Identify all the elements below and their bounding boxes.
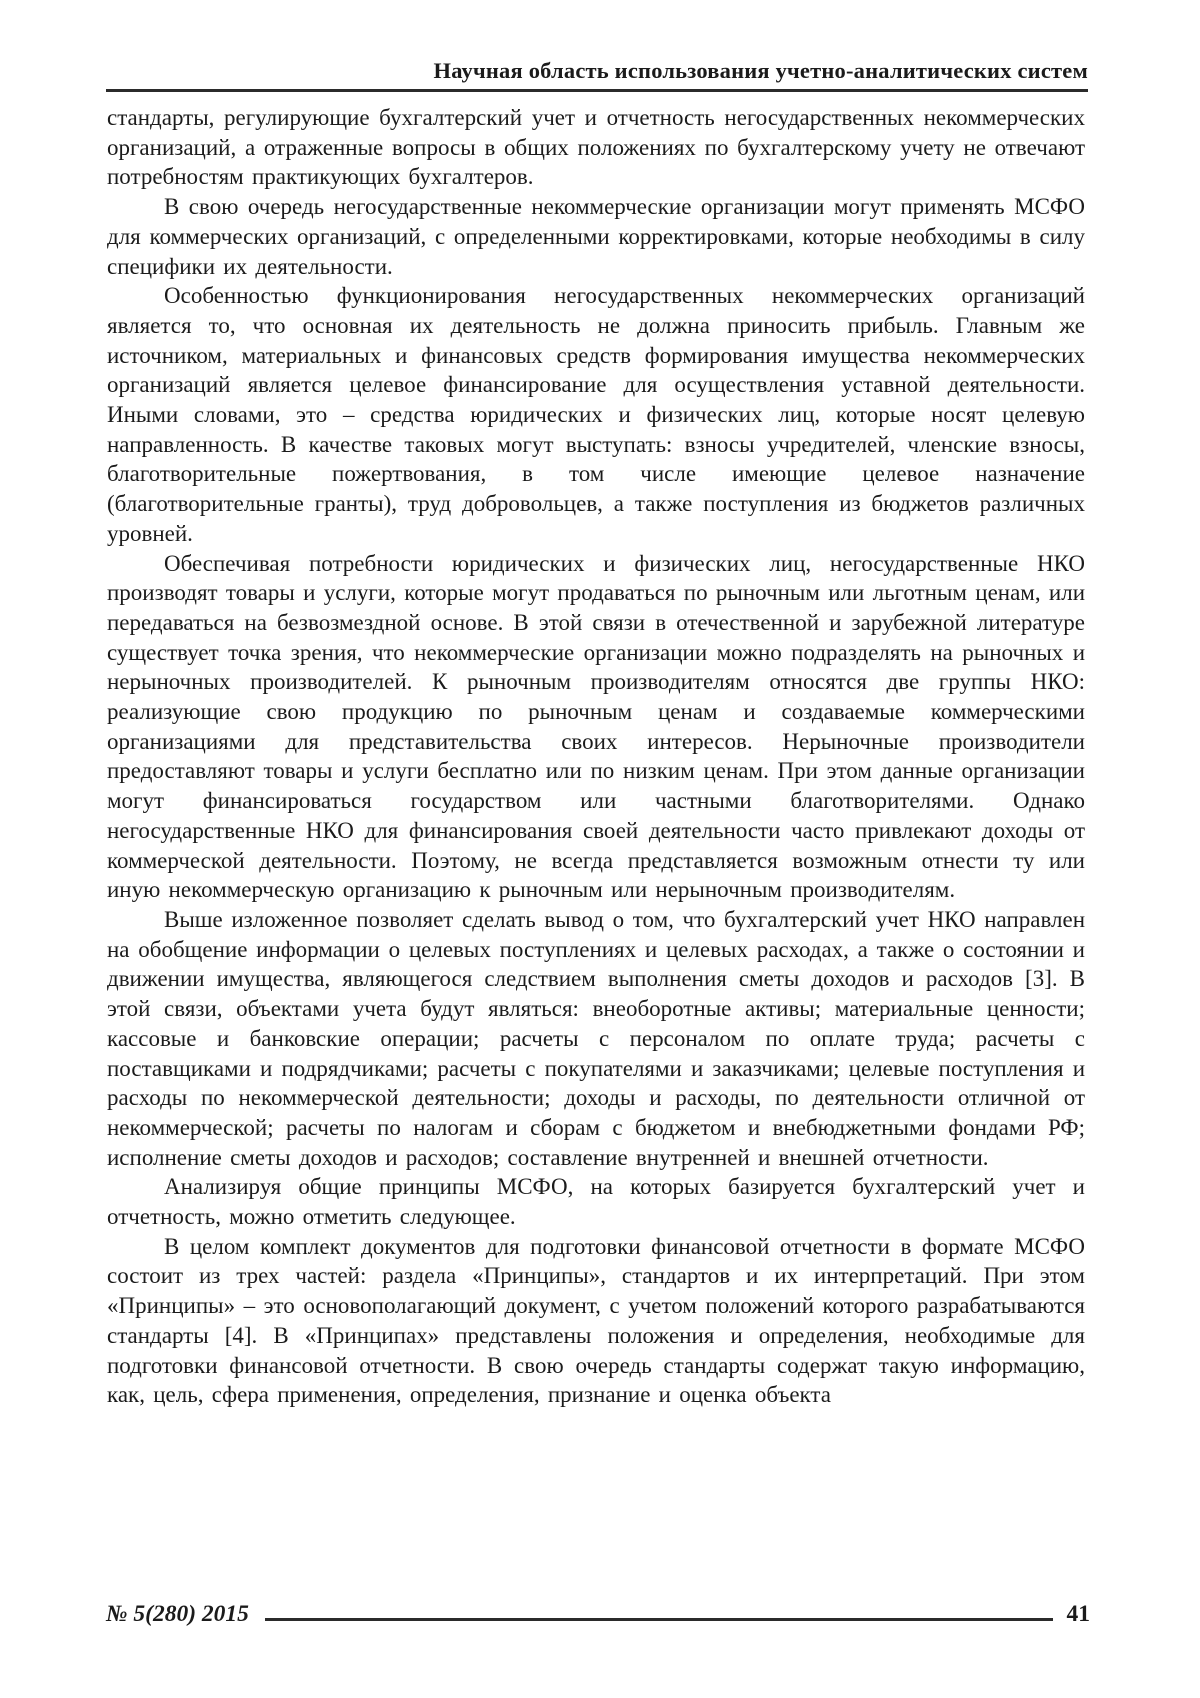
running-head-title: Научная область использования учетно-аналитических систем — [433, 58, 1088, 83]
paragraph: Обеспечивая потребности юридических и физических лиц, негосударственные НКО производят товары и услуги, которые могут продаваться по рыночным или льготным ценам, или передаваться на безвозмездной основе. В этой связи в отечественной и зарубежной литературе существует точка зрения, что некоммерческие организации можно подразделять на рыночных и нерыночных производителей. К рыночным производителям относятся две группы НКО: реализующие свою продукцию по рыночным ценам и создаваемые коммерческими организациями для представительства своих интересов. Нерыночные производители предоставляют товары и услуги бесплатно или по низким ценам. При этом данные организации могут финансироваться государством или частными благотворителями. Однако негосударственные НКО для финансирования своей деятельности часто привлекают доходы от коммерческой деятельности. Поэтому, не всегда представляется возможным отнести ту или иную некоммерческую организацию к рыночным или нерыночным производителям. — [107, 550, 1085, 903]
page-number: 41 — [1066, 1601, 1090, 1627]
paragraph: Особенностью функционирования негосударственных некоммерческих организаций является то, что основная их деятельность не должна приносить прибыль. Главным же источником, материальных и финансовых средств формирования имущества некоммерческих организаций является целевое финансирование для осуществления уставной деятельности. Иными словами, это – средства юридических и физических лиц, которые носят целевую направленность. В качестве таковых могут выступать: взносы учредителей, членские взносы, благотворительные пожертвования, в том числе имеющие целевое назначение (благотворительные гранты), труд добровольцев, а также поступления из бюджетов различных уровней. — [107, 283, 1085, 546]
paragraph: В целом комплект документов для подготовки финансовой отчетности в формате МСФО состоит из трех частей: раздела «Принципы», стандартов и их интерпретаций. При этом «Принципы» – это основополагающий документ, с учетом положений которого разрабатываются стандарты [4]. В «Принципах» представлены положения и определения, необходимые для подготовки финансовой отчетности. В свою очередь стандарты содержат такую информацию, как, цель, сфера применения, определения, признание и оценка объекта — [107, 1233, 1085, 1408]
paragraph: Анализируя общие принципы МСФО, на которых базируется бухгалтерский учет и отчетность, можно отметить следующее. — [107, 1174, 1085, 1230]
paragraph: стандарты, регулирующие бухгалтерский учет и отчетность негосударственных некоммерческих организаций, а отраженные вопросы в общих положениях по бухгалтерскому учету не отвечают потребностям практикующих бухгалтеров. — [107, 105, 1085, 190]
running-head — [106, 58, 1088, 92]
paragraph: В свою очередь негосударственные некоммерческие организации могут применять МСФО для коммерческих организаций, с определенными корректировками, которые необходимы в силу специфики их деятельности. — [107, 194, 1085, 279]
journal-issue-label: № 5(280) 2015 — [106, 1601, 249, 1627]
paragraph: Выше изложенное позволяет сделать вывод о том, что бухгалтерский учет НКО направлен на обобщение информации о целевых поступлениях и целевых расходах, а также о состоянии и движении имущества, являющегося следствием выполнения сметы доходов и расходов [3]. В этой связи, объектами учета будут являться: внеоборотные активы; материальные ценности; кассовые и банковские операции; расчеты с персоналом по оплате труда; расчеты с поставщиками и подрядчиками; расчеты с покупателями и заказчиками; целевые поступления и расходы по некоммерческой деятельности; доходы и расходы, по деятельности отличной от некоммерческой; расчеты по налогам и сборам с бюджетом и внебюджетными фондами РФ; исполнение сметы доходов и расходов; составление внутренней и внешней отчетности. — [107, 906, 1085, 1170]
footer-rule — [265, 1618, 1053, 1621]
page-footer — [106, 1601, 1090, 1628]
article-body — [107, 103, 1085, 1410]
